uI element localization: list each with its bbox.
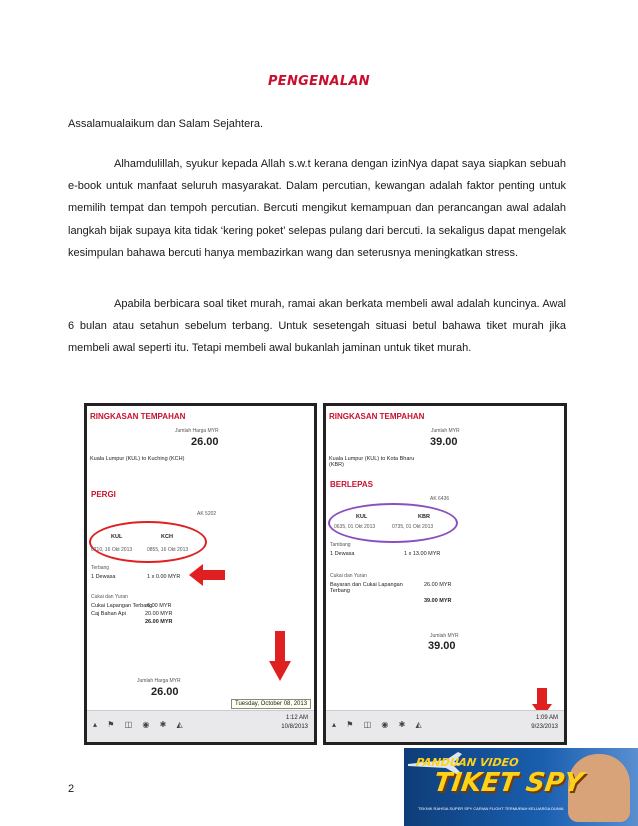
booking-summary-panel: [326, 406, 564, 710]
banner-line-2: TIKET SPY: [431, 768, 585, 798]
flight-number: AK 5202: [197, 511, 217, 517]
arrival-time: 0735, 01 Okt 2013: [392, 524, 434, 530]
red-arrow-icon: [187, 562, 227, 588]
arrival-time: 0855, 16 Okt 2013: [147, 547, 189, 553]
total-value-bottom: 26.00: [151, 686, 179, 698]
total-value: 26.00: [191, 436, 219, 448]
subtotal-value: 26.00 MYR: [145, 619, 173, 625]
total-value-bottom: 39.00: [428, 640, 456, 652]
taskbar-clock[interactable]: [531, 714, 558, 732]
fee-2-name: Caj Bahan Api: [91, 611, 126, 617]
flight-number: AK 6436: [430, 496, 450, 502]
paragraph-1: Alhamdulillah, syukur kepada Allah s.w.t kerana dengan izinNya dapat saya siapkan sebuah e-book untuk manfaat seluruh masyarakat. Dalam percutian, kewangan adalah faktor penting untuk memilih tempat dan tempoh percutian. Bercuti mengikut kemampuan dan perancangan awal adalah langkah bijak supaya kita tidak ‘kering poket’ selepas pulang dari bercuti. Ia sekaligus dapat mengelak kesimpulan bahawa bercuti hanya membazirkan wang dan seterusnya meningkatkan stress.: [68, 158, 566, 259]
system-tray-icons[interactable]: ▴ ⚑ ◫ ◉ ✱ ◭: [93, 720, 187, 729]
taskbar: [87, 710, 314, 742]
fees-label: Cukai dan Yuran: [330, 573, 367, 579]
passenger-price: 1 x 0.00 MYR: [147, 574, 181, 580]
clock-time: 1:12 AM: [285, 715, 308, 721]
clock-date: 9/23/2013: [531, 724, 558, 730]
fee-1-value: 26.00 MYR: [424, 582, 452, 588]
passenger-count: 1 Dewasa: [91, 574, 116, 580]
origin-code: KUL: [356, 514, 368, 520]
total-label: Jumlah MYR: [431, 428, 460, 434]
total-value: 39.00: [430, 436, 458, 448]
fee-1-name: Cukai Lapangan Terbang: [91, 603, 153, 609]
page-number: 2: [68, 783, 75, 795]
banner-line-3: TEKNIK RAHSIA SUPER SPY CARIAN FLIGHT TERMURAH KELUARGA DUNIA: [418, 806, 564, 811]
destination-code: KCH: [161, 534, 173, 540]
destination-code: KBR: [418, 514, 430, 520]
fees-label: Cukai dan Yuran: [91, 594, 128, 600]
system-tray-icons[interactable]: ▴ ⚑ ◫ ◉ ✱ ◭: [332, 720, 426, 729]
passenger-price: 1 x 13.00 MYR: [404, 551, 441, 557]
date-tooltip: Tuesday, October 08, 2013: [231, 699, 311, 709]
departure-time: 0710, 16 Okt 2013: [91, 547, 133, 553]
clock-time: 1:09 AM: [535, 715, 558, 721]
banner-line-1: PANDUAN VIDEO: [415, 756, 520, 769]
taskbar-clock[interactable]: [281, 714, 308, 732]
route-text: Kuala Lumpur (KUL) to Kota Bharu (KBR): [329, 456, 415, 468]
origin-code: KUL: [111, 534, 123, 540]
booking-screenshot-left: [84, 403, 317, 745]
highlight-oval: [328, 503, 458, 543]
departure-time: 0635, 01 Okt 2013: [334, 524, 376, 530]
fare-label: Tambang: [330, 542, 351, 548]
page-title: PENGENALAN: [267, 74, 370, 89]
booking-screenshot-right: [323, 403, 567, 745]
subtotal-value: 39.00 MYR: [424, 598, 452, 604]
total-label-bottom: Jumlah MYR: [430, 633, 459, 639]
booking-summary-panel: [87, 406, 314, 710]
total-label: Jumlah Harga MYR: [175, 428, 219, 434]
summary-header: RINGKASAN TEMPAHAN: [90, 412, 186, 421]
fee-2-value: 20.00 MYR: [145, 611, 173, 617]
taskbar: [326, 710, 564, 742]
fee-1-value: 6.00 MYR: [147, 603, 172, 609]
summary-header: RINGKASAN TEMPAHAN: [329, 412, 425, 421]
section-title: PERGI: [91, 490, 116, 499]
clock-date: 10/8/2013: [281, 724, 308, 730]
red-arrow-down-icon: [269, 631, 291, 681]
total-label-bottom: Jumlah Harga MYR: [137, 678, 181, 684]
greeting-text: Assalamualaikum dan Salam Sejahtera.: [68, 118, 264, 130]
fee-1-name: Bayaran dan Cukai Lapangan Terbang: [330, 582, 403, 594]
highlight-oval: [89, 521, 207, 563]
section-title: BERLEPAS: [330, 480, 373, 489]
paragraph-2: Apabila berbicara soal tiket murah, ramai akan berkata membeli awal adalah kuncinya. Awal 6 bulan atau setahun sebelum terbang. Untuk sesetengah situasi betul bahawa tiket murah jika membeli awal seperti itu. Tetapi membeli awal bukanlah jaminan untuk tiket murah.: [68, 298, 566, 355]
fare-label: Terbang: [91, 565, 110, 571]
promo-banner[interactable]: [404, 748, 638, 826]
passenger-count: 1 Dewasa: [330, 551, 355, 557]
route-text: Kuala Lumpur (KUL) to Kuching (KCH): [90, 456, 185, 462]
